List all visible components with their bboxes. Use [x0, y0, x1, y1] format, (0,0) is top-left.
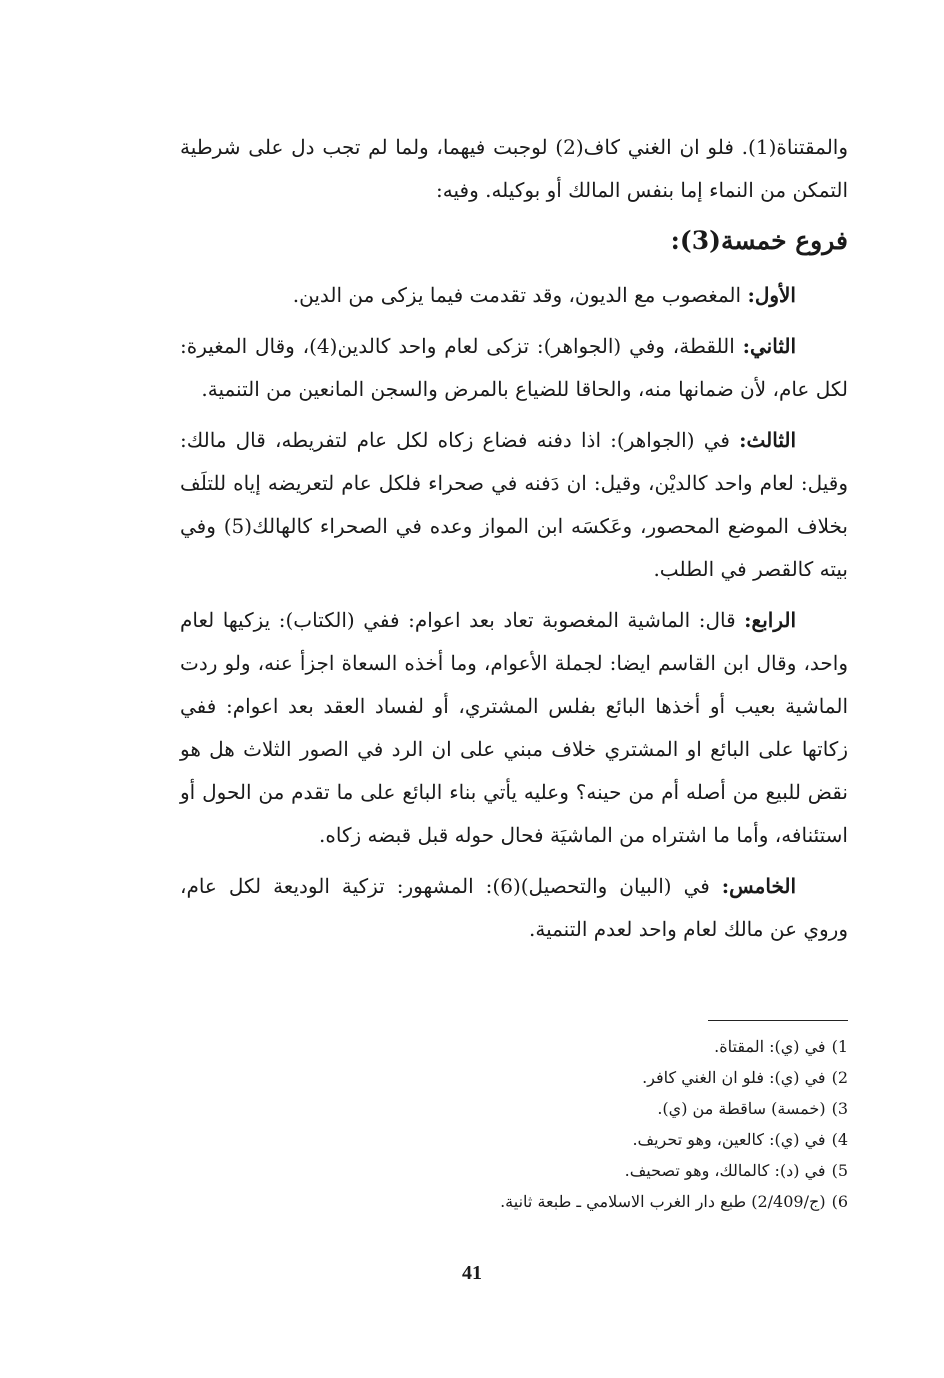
footnote-text: (ج/2/409) طبع دار الغرب الاسلامي ـ طبعة ثانية. — [500, 1192, 826, 1211]
footnote-text: في (ي): فلو ان الغني كافر. — [642, 1068, 826, 1087]
item-text: قال: الماشية المغصوبة تعاد بعد اعوام: ففي (الكتاب): يزكيها لعام واحد، وقال ابن القاسم ايضا: لجملة الأعوام، وما أخذه السعاة اجزأ عنه، ولو ردت الماشية بعيب أو أخذها البائع بفلس المشتري، أو لفساد العقد بعد اعوام: ففي زكاتها على البائع او المشتري خلاف مبني على ان الرد في الصور الثلاث هل هو نقض للبيع من أصله أم من حينه؟ وعليه يأتي بناء البائع على ما تقدم من الحول أو استئنافه، وأما ما اشتراه من الماشيَة فحال حوله قبل قبضه زكاه. — [180, 608, 848, 847]
footnote-item — [288, 1155, 848, 1186]
footnote-number: 5) — [831, 1161, 848, 1180]
footnote-number: 2) — [831, 1068, 848, 1087]
footnotes — [288, 1031, 848, 1217]
footnote-text: في (ي): المقتاة. — [714, 1037, 826, 1056]
paragraph-continuation: والمقتناة(1). فلو ان الغني كاف(2) لوجبت فيهما، ولما لم تجب دل على شرطية التمكن من النماء إما بنفس المالك أو بوكيله. وفيه: — [180, 135, 848, 202]
footnote-item — [288, 1186, 848, 1217]
main-text — [180, 126, 848, 951]
item-text: في (البيان والتحصيل)(6): المشهور: تزكية الوديعة لكل عام، وروي عن مالك لعام واحد لعدم التنمية. — [180, 874, 848, 941]
footnote-text: في (د): كالمالك، وهو تصحيف. — [624, 1161, 826, 1180]
paragraph-item-fourth — [180, 599, 848, 857]
section-heading: فروع خمسة(3): — [670, 226, 848, 255]
footnote-item — [288, 1093, 848, 1124]
page-number: 41 — [462, 1262, 482, 1284]
item-text: في (الجواهر): اذا دفنه فضاع زكاه لكل عام لتفريطه، قال مالك: وقيل: لعام واحد كالديْن، وقيل: ان دَفنه في صحراء فلكل عام لتعريضه إياه للتلَف بخلاف الموضع المحصور، وعَكسَه ابن المواز وعده في الصحراء كالهالك(5) وفي بيته كالقصر في الطلب. — [180, 428, 848, 581]
footnote-number: 6) — [831, 1192, 848, 1211]
footnote-number: 4) — [831, 1130, 848, 1149]
footnote-item — [288, 1062, 848, 1093]
footnote-text: في (ي): كالعين، وهو تحريف. — [632, 1130, 826, 1149]
item-text: اللقطة، وفي (الجواهر): تزكى لعام واحد كالدين(4)، وقال المغيرة: لكل عام، لأن ضمانها منه، والحاقا للضياع بالمرض والسجن المانعين من التنمية. — [180, 334, 848, 401]
item-label: الأول: — [747, 283, 796, 307]
paragraph-item-fifth — [180, 865, 848, 951]
item-label: الثاني: — [742, 334, 797, 358]
footnote-item — [288, 1031, 848, 1062]
paragraph-item-first — [180, 274, 848, 317]
item-text: المغصوب مع الديون، وقد تقدمت فيما يزكى من الدين. — [292, 283, 742, 307]
footnote-number: 1) — [831, 1037, 848, 1056]
paragraph-item-third — [180, 419, 848, 591]
footnote-item — [288, 1124, 848, 1155]
footnote-divider — [708, 1020, 848, 1021]
paragraph-item-second — [180, 325, 848, 411]
item-label: الخامس: — [721, 874, 797, 898]
item-label: الثالث: — [739, 428, 797, 452]
item-label: الرابع: — [744, 608, 797, 632]
footnote-text: (خمسة) ساقطة من (ي). — [657, 1099, 826, 1118]
footnote-number: 3) — [831, 1099, 848, 1118]
